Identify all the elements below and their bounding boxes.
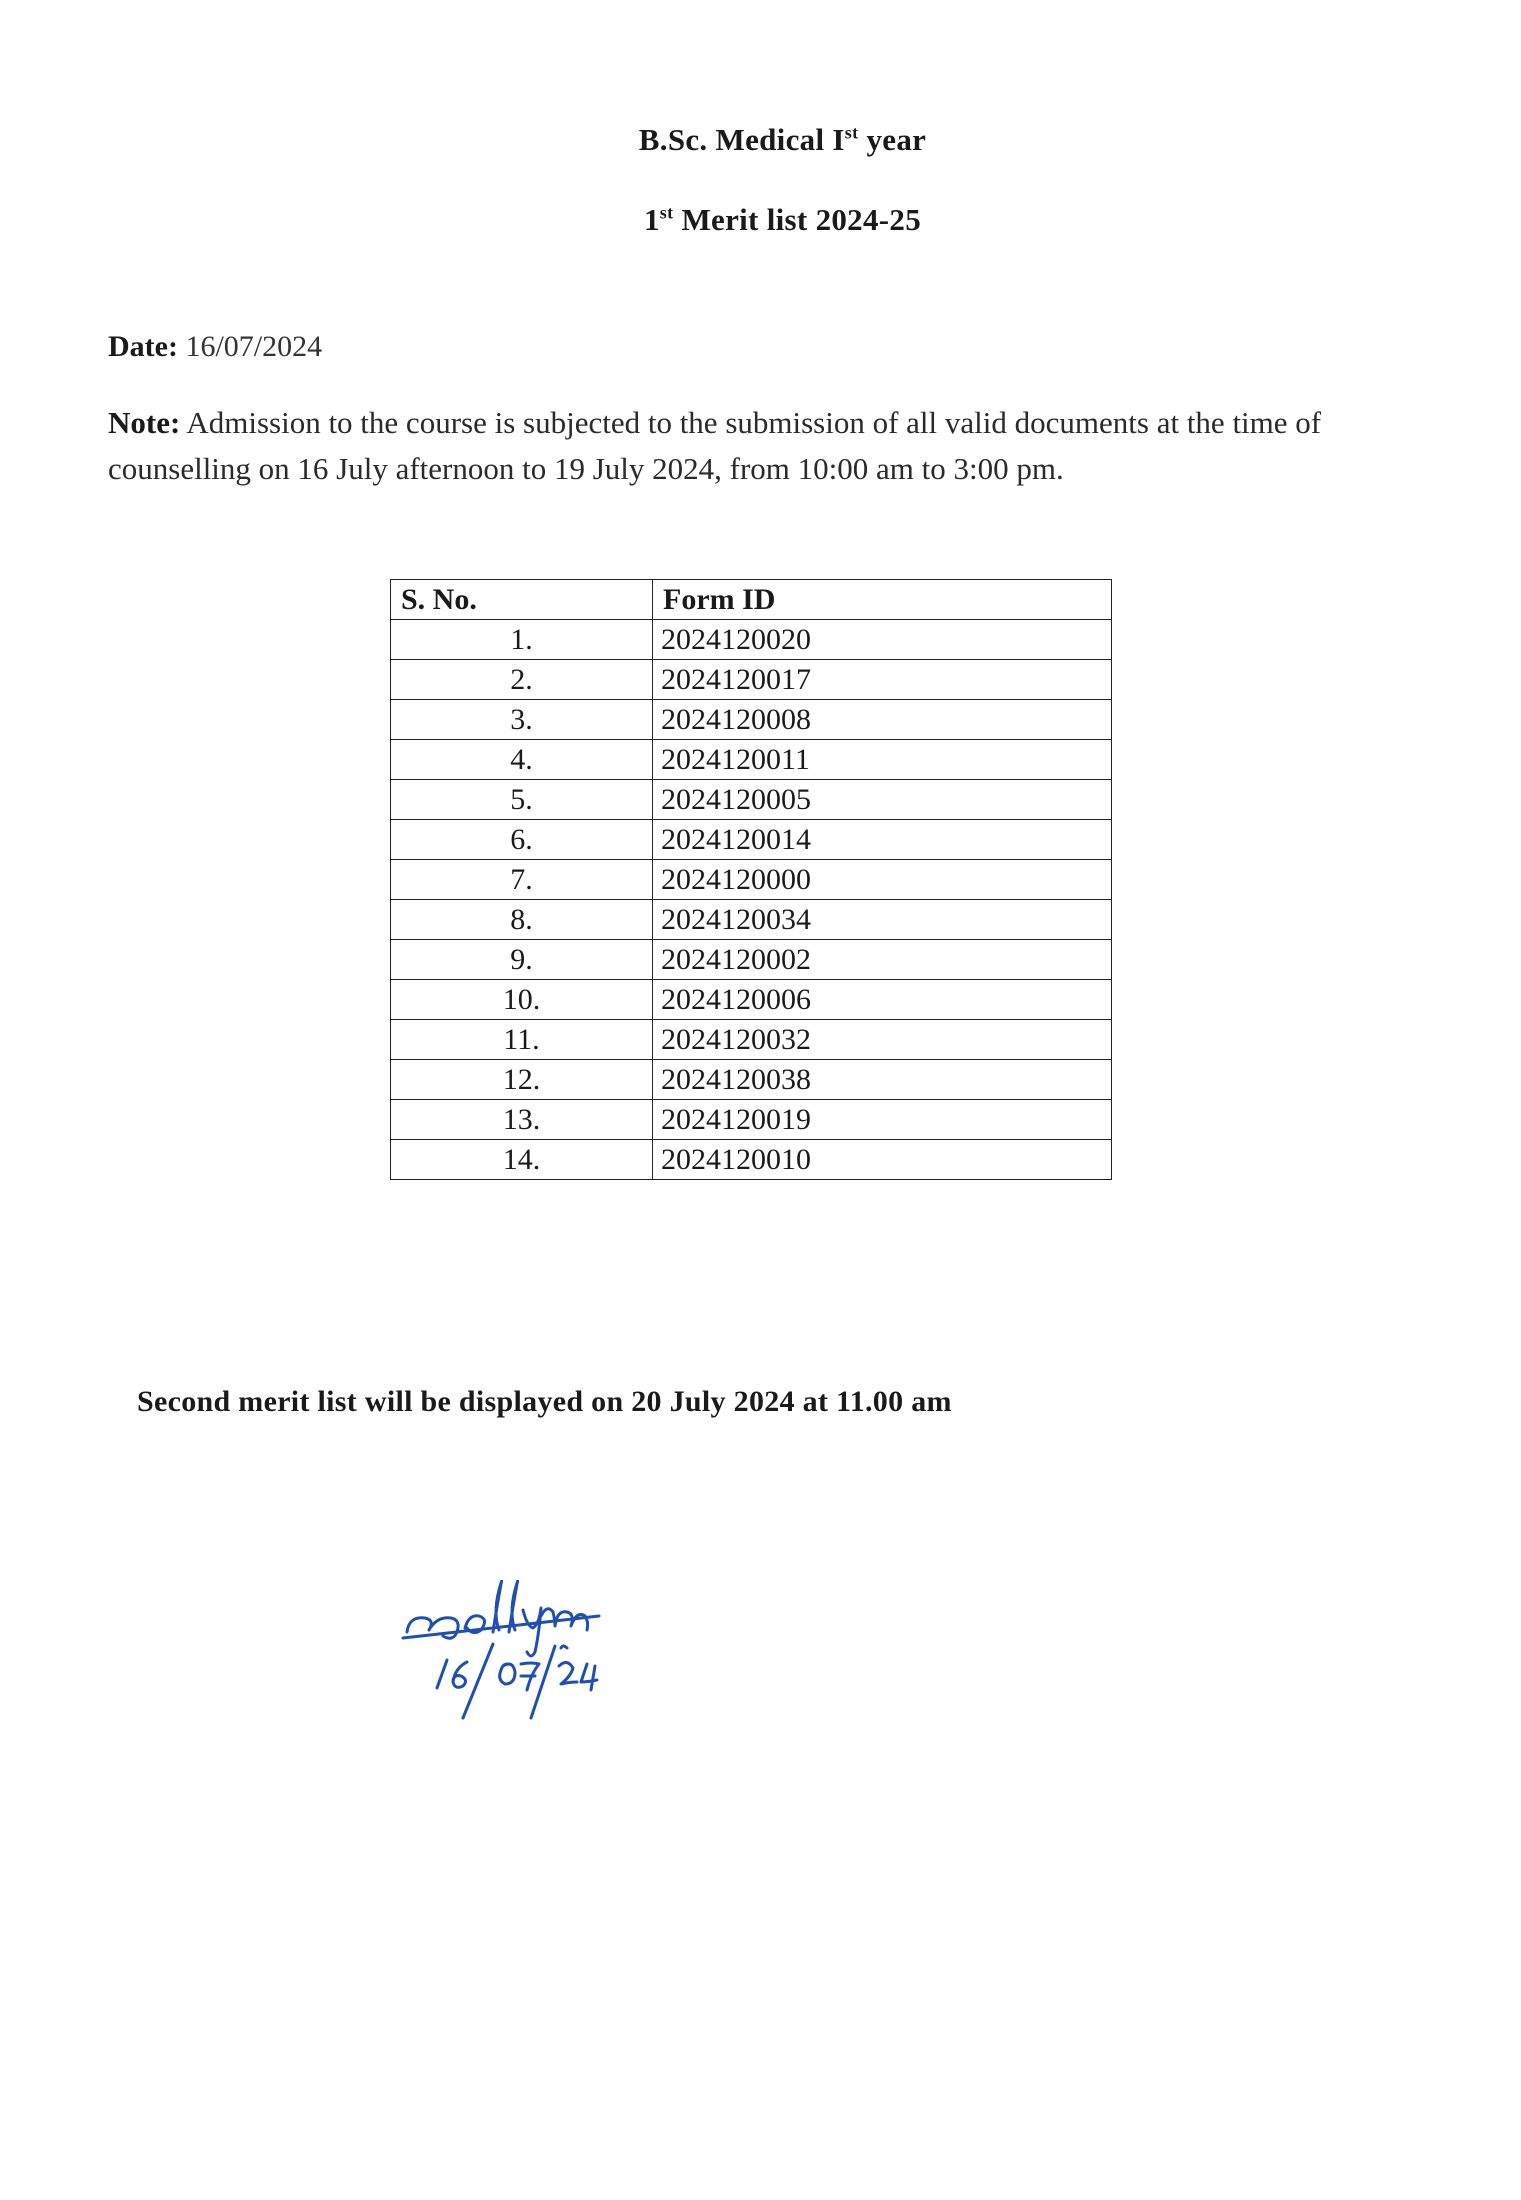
sno-header: S. No. (391, 580, 653, 620)
date-label: Date: (108, 330, 178, 363)
table-row (391, 660, 1112, 700)
table-row (391, 980, 1112, 1020)
form-id-cell: 2024120010 (653, 1140, 1112, 1180)
table-row (391, 940, 1112, 980)
serial-number-cell: 8. (391, 900, 653, 940)
serial-number-cell: 10. (391, 980, 653, 1020)
merit-list-table (390, 579, 1112, 1180)
table-row (391, 1060, 1112, 1100)
second-merit-notice: Second merit list will be displayed on 20 July 2024 at 11.00 am (137, 1385, 952, 1418)
note-label: Note: (108, 405, 181, 440)
course-title: B.Sc. Medical Ist year (638, 122, 927, 157)
form-id-cell: 2024120011 (653, 740, 1112, 780)
form-id-cell: 2024120000 (653, 860, 1112, 900)
admission-note (108, 400, 1368, 492)
form-id-cell: 2024120008 (653, 700, 1112, 740)
merit-list-body (391, 620, 1112, 1180)
serial-number-cell: 7. (391, 860, 653, 900)
table-row (391, 780, 1112, 820)
serial-number-cell: 3. (391, 700, 653, 740)
form-id-header: Form ID (653, 580, 1112, 620)
table-row (391, 860, 1112, 900)
serial-number-cell: 12. (391, 1060, 653, 1100)
serial-number-cell: 2. (391, 660, 653, 700)
table-row (391, 620, 1112, 660)
form-id-cell: 2024120006 (653, 980, 1112, 1020)
table-row (391, 820, 1112, 860)
table-row (391, 1100, 1112, 1140)
form-id-cell: 2024120005 (653, 780, 1112, 820)
form-id-cell: 2024120038 (653, 1060, 1112, 1100)
form-id-cell: 2024120014 (653, 820, 1112, 860)
form-id-cell: 2024120017 (653, 660, 1112, 700)
signature (395, 1580, 665, 1720)
table-row (391, 700, 1112, 740)
table-row (391, 900, 1112, 940)
serial-number-cell: 1. (391, 620, 653, 660)
note-text: Admission to the course is subjected to the submission of all valid documents at the time of counselling on 16 July afternoon to 19 July 2024, from 10:00 am to 3:00 pm. (108, 405, 1322, 486)
form-id-cell: 2024120034 (653, 900, 1112, 940)
serial-number-cell: 14. (391, 1140, 653, 1180)
form-id-cell: 2024120020 (653, 620, 1112, 660)
serial-number-cell: 11. (391, 1020, 653, 1060)
date-line (108, 330, 322, 364)
form-id-cell: 2024120032 (653, 1020, 1112, 1060)
table-row (391, 1020, 1112, 1060)
serial-number-cell: 13. (391, 1100, 653, 1140)
form-id-cell: 2024120019 (653, 1100, 1112, 1140)
date-value: 16/07/2024 (185, 330, 323, 363)
table-header-row (391, 580, 1112, 620)
serial-number-cell: 5. (391, 780, 653, 820)
form-id-cell: 2024120002 (653, 940, 1112, 980)
table-row (391, 740, 1112, 780)
table-row (391, 1140, 1112, 1180)
serial-number-cell: 6. (391, 820, 653, 860)
merit-list-title: 1st Merit list 2024-25 (643, 202, 922, 237)
serial-number-cell: 4. (391, 740, 653, 780)
serial-number-cell: 9. (391, 940, 653, 980)
